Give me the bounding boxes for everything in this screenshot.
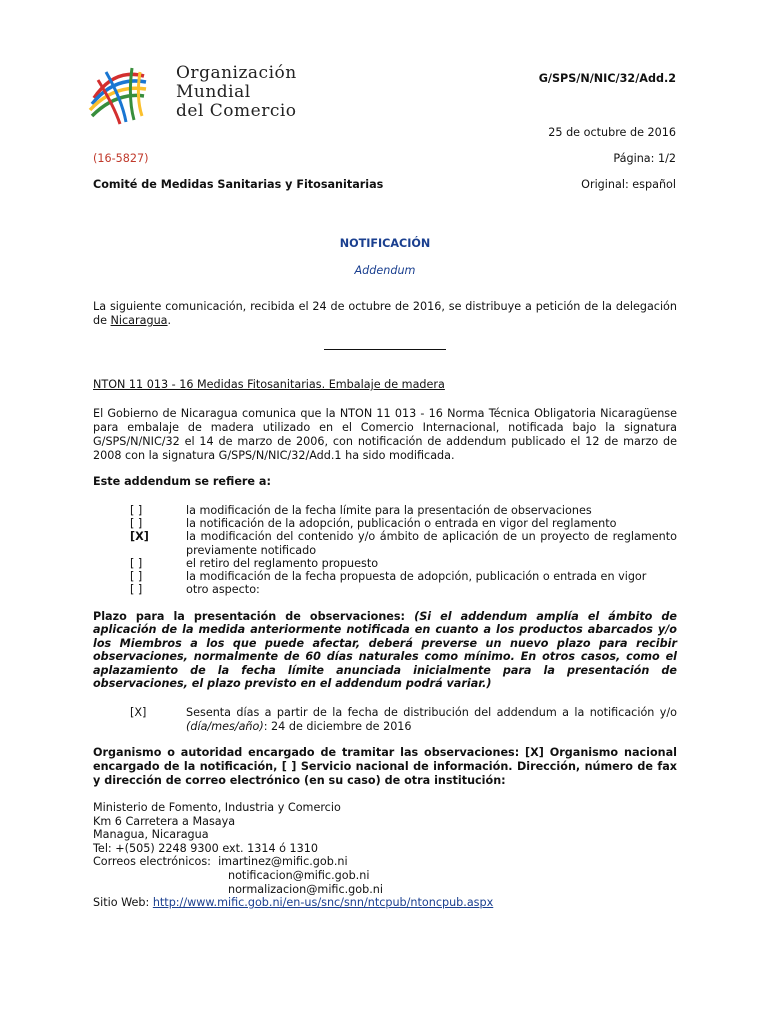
telephone: Tel: +(505) 2248 9300 ext. 1314 ó 1310 bbox=[93, 841, 319, 855]
intro-country: Nicaragua bbox=[110, 314, 168, 327]
checkbox: [ ] bbox=[130, 583, 143, 597]
list-item bbox=[130, 530, 677, 556]
date-format: (día/mes/año) bbox=[186, 720, 264, 733]
refers-to-heading: Este addendum se refiere a: bbox=[93, 475, 271, 488]
page-subtitle: Addendum bbox=[354, 264, 416, 277]
list-item-text: la modificación de la fecha límite para la presentación de observaciones bbox=[186, 504, 592, 517]
email-link[interactable]: notificacion@mific.gob.ni bbox=[228, 868, 370, 882]
addendum-checklist bbox=[130, 504, 677, 596]
list-item-text: la notificación de la adopción, publicación o entrada en vigor del reglamento bbox=[186, 517, 617, 531]
org-name-line-1: Organización bbox=[176, 63, 297, 83]
intro-end: . bbox=[167, 314, 172, 327]
email-link[interactable]: imartinez@mific.gob.ni bbox=[218, 855, 348, 869]
list-item-text: otro aspecto: bbox=[186, 583, 260, 597]
document-reference: G/SPS/N/NIC/32/Add.2 bbox=[538, 72, 676, 85]
checkbox-checked: [X] bbox=[130, 706, 147, 719]
website-label: Sitio Web: bbox=[93, 896, 153, 910]
regulation-title: NTON 11 013 - 16 Medidas Fitosanitarias. Embalaje de madera bbox=[93, 378, 445, 391]
page-number: Página: 1/2 bbox=[613, 152, 676, 165]
deadline-option-text: Sesenta días a partir de la fecha de distribución del addendum a la notificación y/o bbox=[186, 706, 677, 719]
list-item bbox=[130, 570, 677, 583]
authority-paragraph: Organismo o autoridad encargado de tramitar las observaciones: [X] Organismo nacional encargado de la notificación, [ ] Servicio nacional de información. Dirección, número de fax y dirección de correo electrónico (en su caso) de otra institución: bbox=[93, 746, 677, 787]
list-item bbox=[130, 583, 677, 596]
organization-name bbox=[176, 64, 297, 121]
email-link[interactable]: normalizacion@mific.gob.ni bbox=[228, 882, 383, 896]
deadline-option bbox=[130, 706, 677, 734]
list-item-text: la modificación de la fecha propuesta de adopción, publicación o entrada en vigor bbox=[186, 570, 647, 584]
address-line-2: Km 6 Carretera a Masaya bbox=[93, 814, 236, 828]
document-number: (16-5827) bbox=[93, 152, 149, 165]
deadline-heading: Plazo para la presentación de observaciones: bbox=[93, 610, 415, 623]
original-language: Original: español bbox=[581, 178, 676, 191]
wto-logo-icon bbox=[84, 58, 154, 128]
deadline-date: : 24 de diciembre de 2016 bbox=[263, 720, 412, 733]
list-item bbox=[130, 557, 677, 570]
list-item-text: la modificación del contenido y/o ámbito de aplicación de un proyecto de reglamento previamente notificado bbox=[186, 530, 677, 557]
org-name-line-3: del Comercio bbox=[176, 101, 297, 121]
intro-text: La siguiente comunicación, recibida el 24 de octubre de 2016, se distribuye a petición de la delegación de bbox=[93, 300, 677, 327]
government-paragraph: El Gobierno de Nicaragua comunica que la NTON 11 013 - 16 Norma Técnica Obligatoria Nicaragüense para embalaje de madera utilizado en el Comercio Internacional, notificada bajo la signatura G/SPS/N/NIC/32 el 14 de marzo de 2006, con notificación de addendum publicado el 12 de marzo de 2008 con la signatura G/SPS/N/NIC/32/Add.1 ha sido modificada. bbox=[93, 407, 677, 462]
intro-paragraph bbox=[93, 300, 677, 328]
address-line-1: Ministerio de Fomento, Industria y Comercio bbox=[93, 801, 341, 814]
contact-address bbox=[93, 801, 677, 910]
checkbox: [ ] bbox=[130, 517, 143, 531]
checkbox: [ ] bbox=[130, 570, 143, 584]
list-item bbox=[130, 517, 677, 530]
deadline-paragraph bbox=[93, 610, 677, 690]
org-name-line-2: Mundial bbox=[176, 82, 251, 102]
deadline-instructions: (Si el addendum amplía el ámbito de aplicación de la medida anteriormente notificada en cuanto a los productos abarcados y/o los Miembros a los que puede afectar, deberá preverse un nuevo plazo para recibir observaciones, normalmente de 60 días naturales como mínimo. En otros casos, como el aplazamiento de la fecha límite anunciada inicialmente para la presentación de observaciones, el plazo previsto en el addendum podrá variar.) bbox=[93, 610, 677, 691]
checkbox: [ ] bbox=[130, 504, 143, 517]
list-item bbox=[130, 504, 677, 517]
list-item-text: el retiro del reglamento propuesto bbox=[186, 556, 379, 570]
checkbox-checked: [X] bbox=[130, 530, 149, 544]
committee-name: Comité de Medidas Sanitarias y Fitosanitarias bbox=[93, 178, 384, 191]
separator-line bbox=[324, 349, 446, 350]
email-label: Correos electrónicos: bbox=[93, 855, 211, 869]
address-line-3: Managua, Nicaragua bbox=[93, 828, 209, 842]
document-date: 25 de octubre de 2016 bbox=[548, 126, 676, 139]
page-title: NOTIFICACIÓN bbox=[339, 237, 431, 250]
checkbox: [ ] bbox=[130, 556, 143, 570]
website-link[interactable]: http://www.mific.gob.ni/en-us/snc/snn/ntcpub/ntoncpub.aspx bbox=[152, 896, 494, 910]
